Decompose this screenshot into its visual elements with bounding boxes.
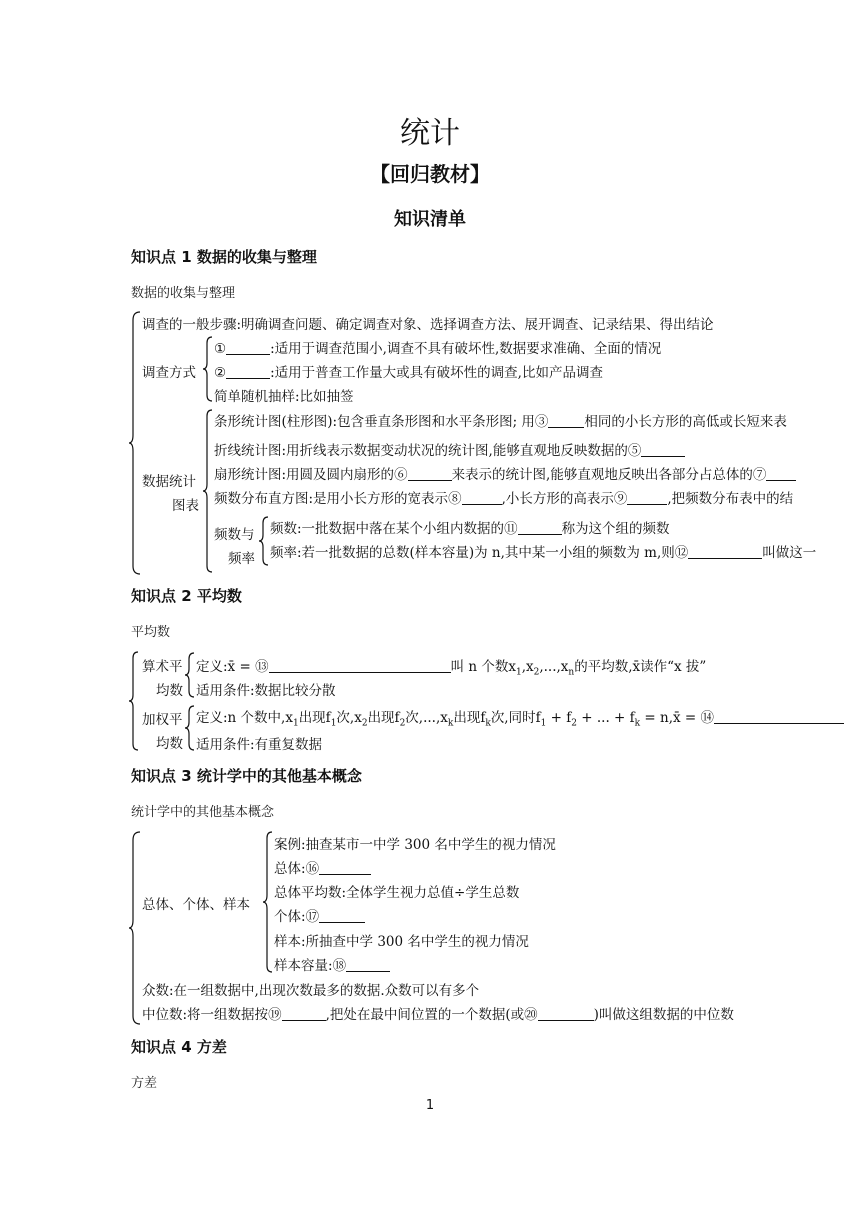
blank-2[interactable] bbox=[226, 364, 270, 379]
blank-9[interactable] bbox=[627, 490, 667, 505]
marker-17: ⑰ bbox=[305, 909, 320, 925]
blank-11[interactable] bbox=[518, 520, 562, 535]
kp2-subheading: 平均数 bbox=[131, 625, 171, 640]
arith-mean-definition: 定义:x̄ = ⑬ 叫 n 个数$x_1,x_2,...,x_n$的平均数,x̄读作“x 拔” bbox=[196, 659, 707, 678]
blank-13[interactable] bbox=[269, 658, 451, 673]
kp2-outer-brace bbox=[128, 650, 140, 752]
population-line: 总体:⑯ bbox=[274, 857, 371, 877]
kp1-heading: 知识点 1 数据的收集与整理 bbox=[131, 248, 317, 266]
kp1-outer-brace bbox=[128, 310, 142, 576]
subtitle: 【回归教材】 bbox=[370, 162, 490, 186]
population-mean-line: 总体平均数:全体学生视力总值÷学生总数 bbox=[274, 885, 520, 901]
blank-8[interactable] bbox=[462, 490, 502, 505]
weighted-mean-condition: 适用条件:有重复数据 bbox=[196, 737, 323, 753]
blank-12[interactable] bbox=[688, 544, 762, 559]
mode-line: 众数:在一组数据中,出现次数最多的数据.众数可以有多个 bbox=[142, 983, 480, 999]
blank-20[interactable] bbox=[538, 1006, 594, 1021]
freq-label-line1: 频数与 bbox=[214, 527, 255, 543]
population-sample-brace bbox=[262, 830, 274, 974]
section-heading: 知识清单 bbox=[394, 209, 466, 230]
weighted-mean-brace bbox=[184, 704, 196, 752]
charts-label-line2: 图表 bbox=[172, 498, 199, 514]
arith-mean-label-line1: 算术平 bbox=[142, 659, 183, 675]
weighted-mean-definition: 定义:n 个数中$,x_1$出现$f_1$次$,x_2$出现$f_2$次$,...,x_k$出现$f_k$次,同时$f_1 + f_2$ + ... + $f_k$ = n,x̄ = ⑭ bbox=[196, 706, 844, 729]
kp4-heading: 知识点 4 方差 bbox=[131, 1038, 227, 1056]
blank-17[interactable] bbox=[319, 908, 365, 923]
marker-11: ⑪ bbox=[504, 521, 518, 537]
marker-19: ⑲ bbox=[268, 1007, 282, 1023]
weighted-mean-label-line2: 均数 bbox=[156, 736, 183, 752]
blank-5[interactable] bbox=[641, 442, 685, 457]
arith-mean-label-line2: 均数 bbox=[156, 683, 183, 699]
marker-13: ⑬ bbox=[255, 659, 269, 675]
marker-16: ⑯ bbox=[305, 861, 320, 877]
charts-brace bbox=[202, 408, 214, 574]
survey-method-1: ① :适用于调查范围小,调查不具有破坏性,数据要求准确、全面的情况 bbox=[214, 341, 662, 357]
marker-12: ⑫ bbox=[674, 545, 689, 561]
marker-14: ⑭ bbox=[700, 710, 714, 726]
survey-method-3: 简单随机抽样:比如抽签 bbox=[214, 389, 354, 405]
kp2-heading: 知识点 2 平均数 bbox=[131, 587, 242, 605]
population-sample-label: 总体、个体、样本 bbox=[142, 897, 250, 913]
marker-7: ⑦ bbox=[752, 467, 767, 483]
kp4-subheading: 方差 bbox=[131, 1076, 158, 1091]
blank-19[interactable] bbox=[282, 1006, 326, 1021]
marker-20: ⑳ bbox=[524, 1007, 538, 1023]
line-chart-line: 折线统计图:用折线表示数据变动状况的统计图,能够直观地反映数据的⑤ bbox=[214, 439, 685, 459]
marker-5: ⑤ bbox=[627, 443, 642, 459]
kp3-heading: 知识点 3 统计学中的其他基本概念 bbox=[131, 767, 362, 785]
blank-6[interactable] bbox=[408, 466, 452, 481]
histogram-line: 频数分布直方图:是用小长方形的宽表示⑧ ,小长方形的高表示⑨ ,把频数分布表中的结 bbox=[214, 491, 794, 507]
blank-3[interactable] bbox=[548, 413, 584, 428]
sample-size-line: 样本容量:⑱ bbox=[274, 954, 390, 974]
median-line: 中位数:将一组数据按⑲ ,把处在最中间位置的一个数据(或⑳ )叫做这组数据的中位数 bbox=[142, 1007, 734, 1023]
charts-label-line1: 数据统计 bbox=[142, 474, 196, 490]
survey-steps: 调查的一般步骤:明确调查问题、确定调查对象、选择调查方法、展开调查、记录结果、得出结论 bbox=[142, 317, 714, 333]
freq-label-line2: 频率 bbox=[228, 551, 255, 567]
page-number: 1 bbox=[425, 1098, 435, 1113]
blank-7[interactable] bbox=[766, 466, 796, 481]
page-title: 统计 bbox=[400, 116, 460, 151]
arith-mean-brace bbox=[184, 651, 196, 699]
case-line: 案例:抽查某市一中学 300 名中学生的视力情况 bbox=[274, 837, 556, 853]
survey-method-2: ② :适用于普查工作量大或具有破坏性的调查,比如产品调查 bbox=[214, 365, 603, 381]
frequency-line: 频数:一批数据中落在某个小组内数据的⑪ 称为这个组的频数 bbox=[270, 521, 670, 537]
bar-chart-line: 条形统计图(柱形图):包含垂直条形图和水平条形图; 用③ 相同的小长方形的高低或长短来表 bbox=[214, 414, 787, 430]
marker-9: ⑨ bbox=[613, 491, 628, 507]
sample-line: 样本:所抽查中学 300 名中学生的视力情况 bbox=[274, 934, 529, 950]
kp1-subheading: 数据的收集与整理 bbox=[131, 286, 236, 301]
individual-line: 个体:⑰ bbox=[274, 905, 365, 925]
survey-methods-label: 调查方式 bbox=[142, 365, 196, 381]
marker-1: ① bbox=[214, 341, 227, 357]
kp3-subheading: 统计学中的其他基本概念 bbox=[131, 805, 275, 820]
blank-16[interactable] bbox=[319, 860, 371, 875]
marker-8: ⑧ bbox=[448, 491, 462, 507]
kp3-outer-brace bbox=[128, 830, 142, 1026]
blank-18[interactable] bbox=[346, 957, 390, 972]
blank-14[interactable] bbox=[714, 709, 844, 724]
survey-methods-brace bbox=[202, 335, 214, 403]
weighted-mean-label-line1: 加权平 bbox=[142, 712, 183, 728]
marker-2: ② bbox=[214, 365, 227, 381]
freq-brace bbox=[258, 515, 270, 567]
arith-mean-condition: 适用条件:数据比较分散 bbox=[196, 683, 336, 699]
rate-line: 频率:若一批数据的总数(样本容量)为 n,其中某一小组的频数为 m,则⑫ 叫做这一 bbox=[270, 545, 817, 561]
marker-6: ⑥ bbox=[394, 467, 408, 483]
marker-3: ③ bbox=[534, 414, 549, 430]
blank-1[interactable] bbox=[226, 340, 270, 355]
marker-18: ⑱ bbox=[332, 958, 347, 974]
pie-chart-line: 扇形统计图:用圆及圆内扇形的⑥ 来表示的统计图,能够直观地反映出各部分占总体的⑦ bbox=[214, 463, 796, 483]
